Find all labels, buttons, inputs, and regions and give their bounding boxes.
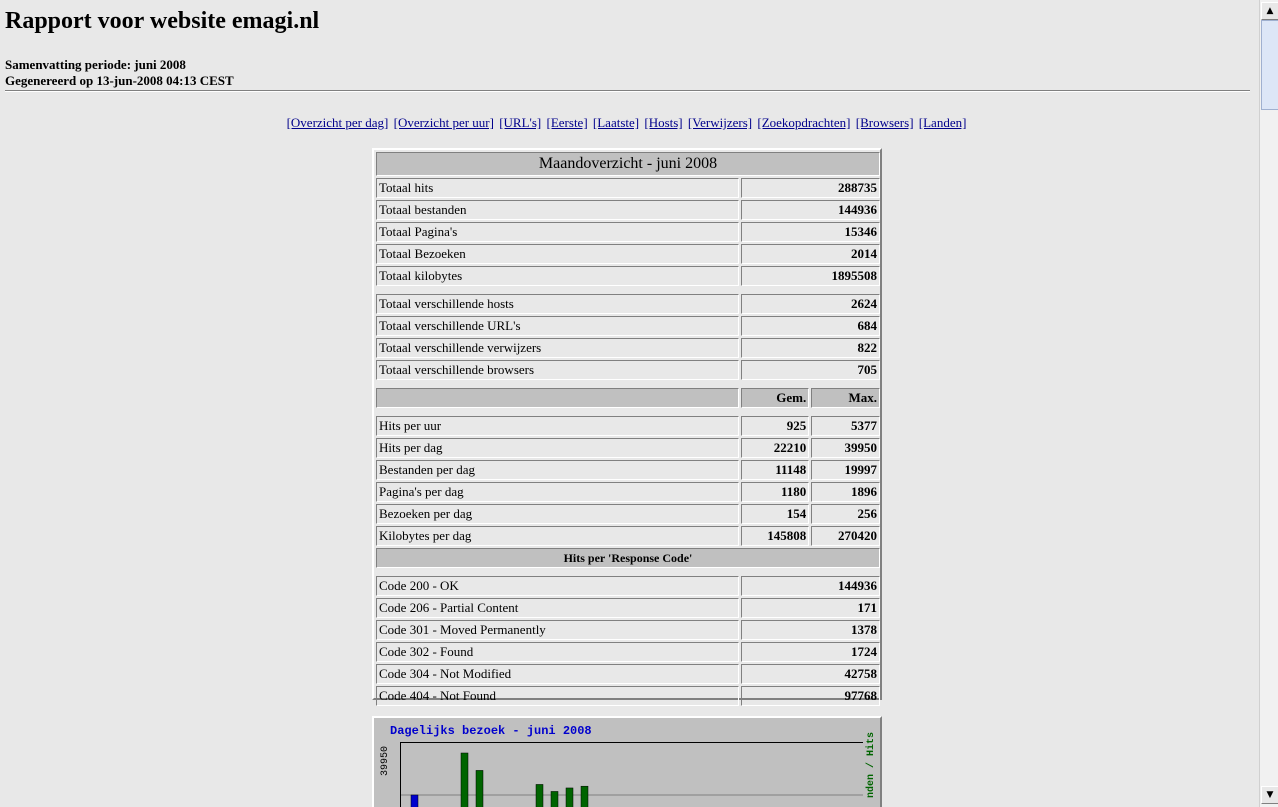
row-value: 145808 [741,526,810,546]
nav-link-countries[interactable]: [Landen] [918,115,967,130]
table-row [376,598,880,618]
row-value: 1180 [741,482,810,502]
divider [5,90,1250,92]
vertical-scrollbar[interactable] [1259,0,1278,807]
row-label: Totaal verschillende verwijzers [376,338,739,358]
row-value: 705 [741,360,880,380]
row-value: 925 [741,416,810,436]
table-row [376,438,880,458]
row-label: Totaal Pagina's [376,222,739,242]
chart-bar [476,770,483,807]
table-row [376,460,880,480]
nav-link-hosts[interactable]: [Hosts] [644,115,683,130]
row-value: 11148 [741,460,810,480]
report-nav [0,115,1253,131]
report-meta [5,57,234,89]
scroll-up-arrow-icon[interactable]: ▲ [1261,2,1278,20]
row-label: Code 302 - Found [376,642,739,662]
row-value: 42758 [741,664,880,684]
row-value: 256 [811,504,880,524]
table-row [376,222,880,242]
table-row [376,664,880,684]
row-value: 822 [741,338,880,358]
row-value: 19997 [811,460,880,480]
row-label: Kilobytes per dag [376,526,739,546]
row-value: 1896 [811,482,880,502]
summary-period: Samenvatting periode: juni 2008 [5,57,186,72]
table-row [376,266,880,286]
scroll-thumb[interactable] [1261,20,1278,110]
chart-bar [551,791,558,807]
table-row [376,482,880,502]
row-label: Totaal kilobytes [376,266,739,286]
overview-table [374,150,882,708]
row-label: Totaal verschillende URL's [376,316,739,336]
row-label: Code 404 - Not Found [376,686,739,706]
table-row [376,178,880,198]
row-label: Bezoeken per dag [376,504,739,524]
row-value: 2014 [741,244,880,264]
nav-link-exit[interactable]: [Laatste] [592,115,640,130]
row-value: 684 [741,316,880,336]
nav-link-entry[interactable]: [Eerste] [546,115,588,130]
row-value: 5377 [811,416,880,436]
table-row [376,526,880,546]
row-value: 97768 [741,686,880,706]
chart-plot [400,742,863,807]
row-label: Totaal Bezoeken [376,244,739,264]
row-value: 288735 [741,178,880,198]
row-value: 1895508 [741,266,880,286]
table-row [376,416,880,436]
row-label: Code 304 - Not Modified [376,664,739,684]
response-code-header: Hits per 'Response Code' [376,548,880,568]
daily-chart: Dagelijks bezoek - juni 2008 39950 nden / Hits [372,716,882,807]
row-value: 39950 [811,438,880,458]
scroll-down-arrow-icon[interactable]: ▼ [1261,786,1278,804]
nav-link-hourly[interactable]: [Overzicht per uur] [393,115,494,130]
table-row [376,294,880,314]
row-label: Code 301 - Moved Permanently [376,620,739,640]
avg-header-blank [376,388,739,408]
table-row [376,576,880,596]
row-label: Pagina's per dag [376,482,739,502]
nav-link-browsers[interactable]: [Browsers] [855,115,914,130]
table-row [376,316,880,336]
nav-link-searches[interactable]: [Zoekopdrachten] [757,115,851,130]
row-label: Bestanden per dag [376,460,739,480]
chart-bar [581,786,588,807]
row-value: 22210 [741,438,810,458]
row-value: 1724 [741,642,880,662]
row-label: Code 206 - Partial Content [376,598,739,618]
chart-bar [566,788,573,807]
row-value: 171 [741,598,880,618]
row-label: Hits per uur [376,416,739,436]
table-row [376,200,880,220]
chart-title: Dagelijks bezoek - juni 2008 [390,724,592,738]
table-row [376,338,880,358]
generated-date: Gegenereerd op 13-jun-2008 04:13 CEST [5,73,234,88]
row-value: 15346 [741,222,880,242]
overview-title: Maandoverzicht - juni 2008 [376,152,880,176]
row-value: 270420 [811,526,880,546]
chart-bar [411,795,418,807]
chart-bar [536,784,543,807]
page-title: Rapport voor website emagi.nl [5,8,320,34]
row-label: Totaal verschillende hosts [376,294,739,314]
nav-link-referrers[interactable]: [Verwijzers] [687,115,753,130]
row-label: Totaal verschillende browsers [376,360,739,380]
row-label: Code 200 - OK [376,576,739,596]
monthly-overview [372,148,882,703]
row-value: 154 [741,504,810,524]
row-value: 1378 [741,620,880,640]
table-row [376,504,880,524]
row-label: Totaal hits [376,178,739,198]
nav-link-daily[interactable]: [Overzicht per dag] [286,115,389,130]
table-row [376,244,880,264]
row-label: Hits per dag [376,438,739,458]
chart-bar [461,753,468,807]
row-value: 2624 [741,294,880,314]
row-label: Totaal bestanden [376,200,739,220]
table-row [376,642,880,662]
nav-link-urls[interactable]: [URL's] [499,115,542,130]
row-value: 144936 [741,576,880,596]
table-row [376,686,880,706]
avg-header: Gem. [741,388,810,408]
max-header: Max. [811,388,880,408]
table-row [376,620,880,640]
row-value: 144936 [741,200,880,220]
table-row [376,360,880,380]
